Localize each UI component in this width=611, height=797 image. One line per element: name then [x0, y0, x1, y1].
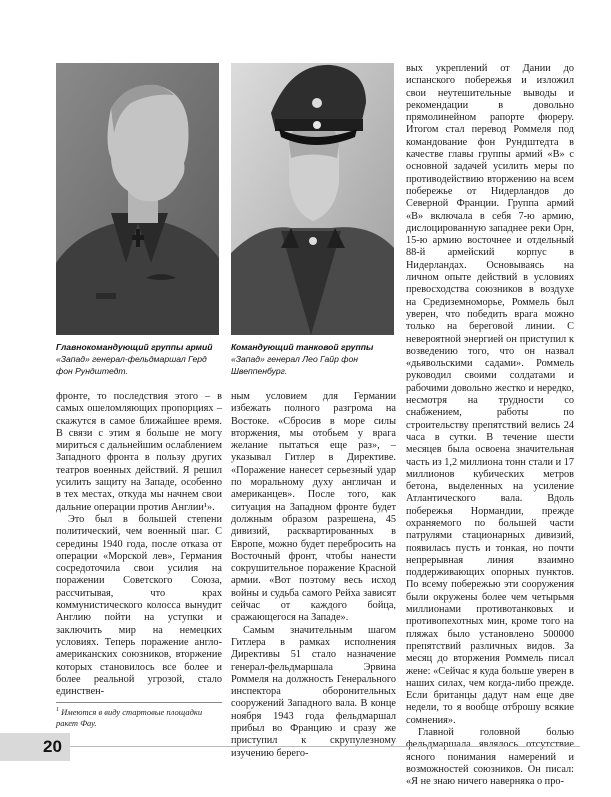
portrait-photo-icon	[56, 63, 219, 335]
caption-italic-text: «Запад» генерал Лео Гайр фон Швеппенбург.	[231, 354, 359, 376]
text-column-3	[406, 63, 574, 788]
footer-divider	[70, 746, 580, 747]
paragraph: Это был в большей степени политический, чем военный шаг. С середины 1940 года, после отказа от операции «Морской лев», Германия сосредоточила свои усилия на поражении Советского Союза, рассчитывая, что крах коммунистического колосса вынудит Англию пойти на уступки и заключить мир на немецких условиях. Теперь поражение англо-американских союзников, вторжение которых становилось все более и более реальной угрозой, стало единствен-	[56, 513, 222, 698]
caption-italic-text: «Запад» генерал-фельдмаршал Герд фон Рундштедт.	[56, 354, 207, 376]
caption-bold-text: Командующий танковой группы	[231, 342, 374, 352]
caption-bold-text: Главнокомандующий группы армий	[56, 342, 213, 352]
footnote-marker: 1	[56, 707, 59, 713]
footnote	[56, 705, 222, 729]
paragraph: ным условием для Германии избежать полного разгрома на Востоке. «Сбросив в море силы вторжения, мы отобьем у врага желание пытаться еще раз», – указывал Гитлер в Директиве. «Поражение нанесет серьезный удар по моральному духу англичан и американцев». После того, как ситуация на Западном фронте будет должным образом разрешена, 45 дивизий, расквартированных в Европе, можно будет перебросить на Восточный фронт, чтобы нанести сокрушительное поражение Красной армии. «Вот поэтому весь исход войны и судьба самого Рейха зависят сейчас от каждого бойца, сражающегося на Западе».	[231, 391, 396, 624]
paragraph: фронте, то последствия этого – в самых ошеломляющих пропорциях – скажутся в самое ближайшее время. В связи с этим я больше не могу мириться с дальнейшим ослаблением Западного фронта в пользу других театров военных действий. Я решил усилить защиту на Западе, особенно в тех местах, откуда мы начнем свои дальние операции против Англии¹».	[56, 391, 222, 513]
photo-caption-rundstedt	[56, 341, 222, 377]
page-number: 20	[43, 737, 62, 756]
schweppenburg-portrait-photo	[231, 63, 394, 335]
photo-caption-schweppenburg	[231, 341, 397, 377]
text-column-1	[56, 391, 222, 709]
text-column-2	[231, 391, 396, 759]
footnote-divider	[56, 702, 222, 703]
paragraph: вых укреплений от Дании до испанского побережья и изложил свои неутешительные выводы и рекомендации в довольно прямолинейном рапорте фюреру. Итогом стал перевод Роммеля под командование фон Рундштедта в качестве главы группы армий «B» с основной задачей усилить меры по противодействию вторжению на всем побережье от Нидерландов до Северной Франции. Группа армий «B» включала в себя 7-ю армию, дислоцированную западнее реки Орн, 15-ю армию восточнее и отдельный 88-й армейский корпус в Нидерландах. Основываясь на личном опыте действий в условиях превосходства союзников в воздухе на Средиземноморье, Роммель был уверен, что победить врага можно только на береговой линии. С невероятной энергией он приступил к возведению того, что он назвал «дьявольскими садами». Роммель руководил своими солдатами и рабочими довольно жестко и нередко, несмотря на трудности со снабжением, работы по строительству препятствий велись 24 часа в сутки. В течение шести месяцев была освоена значительная часть из 1,2 миллиона тонн стали и 17 миллионов кубических метров бетона, выделенных на усиление Атлантического вала. Вдоль побережья Нормандии, прежде охраняемого по большей части патрулями стационарных дивизий, появилась пусть и тонкая, но почти непрерывная линия взаимно поддерживающих опорных пунктов. По всему побережью эти сооружения были окружены более чем четырьмя миллионами противотанковых и противопехотных мин, кроме того на пляжах было установлено 500000 препятствий различных видов. За месяц до вторжения Роммель писал жене: «Сейчас я куда больше уверен в наших силах, чем когда-либо прежде. Если британцы дадут нам еще две недели, то я вообще отброшу всякие сомнения».	[406, 63, 574, 726]
paragraph: Самым значительным шагом Гитлера в рамках исполнения Директивы 51 стало назначение генерал-фельдмаршала Эрвина Роммеля на должность Генерального инспектора оборонительных сооружений Западного вала. В конце ноября 1943 года фельдмаршал прибыл во Францию и сразу же приступил к скрупулезному изучению берего-	[231, 624, 396, 759]
rundstedt-portrait-photo	[56, 63, 219, 335]
portrait-photo-icon	[231, 63, 394, 335]
paragraph: Главной головной болью фельдмаршала являлось отсутствие ясного понимания намерений и возможностей союзников. Он писал: «Я не знаю ничего наверняка о про-	[406, 727, 574, 788]
footnote-text: Имеются в виду стартовые площадки ракет Фау.	[56, 706, 203, 728]
